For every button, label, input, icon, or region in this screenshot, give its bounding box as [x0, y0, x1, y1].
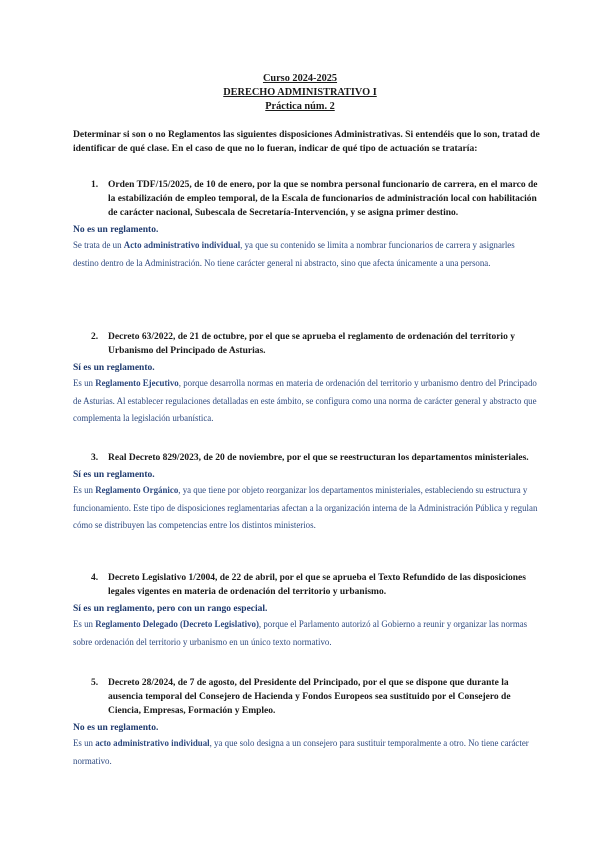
item-explanation: Es un acto administrativo individual, ya que solo designa a un consejero para sustituir temporalmente a otro. No tiene carácter normativo.	[73, 738, 529, 766]
item-verdict: No es un reglamento.	[73, 723, 159, 733]
practice-title: Práctica núm. 2	[265, 101, 335, 112]
list-item	[73, 451, 541, 535]
item-classification: Reglamento Orgánico	[95, 485, 179, 495]
list-item	[73, 571, 541, 651]
item-classification: Acto administrativo individual	[123, 240, 241, 250]
item-explanation: Es un Reglamento Delegado (Decreto Legislativo), porque el Parlamento autorizó al Gobierno a reunir y organizar las normas sobre ordenación del territorio y urbanismo en un único texto normativo.	[73, 619, 528, 647]
item-classification: Reglamento Ejecutivo	[95, 378, 179, 388]
item-verdict: No es un reglamento.	[73, 225, 159, 235]
list-item	[73, 178, 541, 272]
instructions-paragraph: Determinar si son o no Reglamentos las siguientes disposiciones Administrativas. Si entendéis que lo son, tratad de identificar de qué clase. En el caso de que no lo fueran, indicar de qué tipo de actuación se trataría:	[73, 129, 540, 154]
item-verdict: Sí es un reglamento.	[73, 470, 155, 480]
list-item	[73, 676, 541, 770]
item-question: Decreto 28/2024, de 7 de agosto, del Presidente del Principado, por el que se dispone que durante la ausencia temporal del Consejero de Hacienda y Fondos Europeos sea sustituido por el Consejero de Ciencia, Empresas, Formación y Empleo.	[108, 678, 511, 716]
item-number: 5.	[91, 678, 99, 688]
item-verdict: Sí es un reglamento, pero con un rango especial.	[73, 604, 268, 614]
item-number: 2.	[91, 332, 99, 342]
item-number: 4.	[91, 573, 99, 583]
item-number: 1.	[91, 180, 99, 190]
list-item	[73, 330, 541, 428]
item-explanation: Se trata de un Acto administrativo individual, ya que su contenido se limita a nombrar funcionarios de carrera y asignarles destino dentro de la Administración. No tiene carácter general ni abstracto, sino que afecta únicamente a una persona.	[73, 240, 515, 268]
item-explanation: Es un Reglamento Orgánico, ya que tiene por objeto reorganizar los departamentos ministeriales, estableciendo su estructura y funcionamiento. Este tipo de disposiciones reglamentarias afectan a la organización interna de la Administración Pública y regulan cómo se distribuyen las competencias entre los distintos ministerios.	[73, 485, 538, 530]
item-explanation: Es un Reglamento Ejecutivo, porque desarrolla normas en materia de ordenación del territorio y urbanismo dentro del Principado de Asturias. Al establecer regulaciones detalladas en este ámbito, se configura como una norma de carácter general y abstracto que complementa la legislación urbanística.	[73, 378, 537, 423]
document-header	[0, 72, 600, 114]
item-question: Real Decreto 829/2023, de 20 de noviembre, por el que se reestructuran los departamentos ministeriales.	[108, 453, 529, 463]
item-question: Orden TDF/15/2025, de 10 de enero, por la que se nombra personal funcionario de carrera, en el marco de la estabilización de empleo temporal, de la Escala de funcionarios de administración local con habilitación de carácter nacional, Subescala de Secretaría-Intervención, y se asigna primer destino.	[108, 180, 538, 218]
course-title: Curso 2024-2025	[262, 73, 338, 84]
item-verdict: Sí es un reglamento.	[73, 363, 155, 373]
item-question: Decreto 63/2022, de 21 de octubre, por el que se aprueba el reglamento de ordenación del territorio y Urbanismo del Principado de Asturias.	[108, 332, 515, 356]
item-classification: acto administrativo individual	[95, 738, 210, 748]
subject-title: DERECHO ADMINISTRATIVO I	[223, 87, 377, 98]
item-number: 3.	[91, 453, 99, 463]
item-question: Decreto Legislativo 1/2004, de 22 de abril, por el que se aprueba el Texto Refundido de las disposiciones legales vigentes en materia de ordenación del territorio y urbanismo.	[108, 573, 526, 597]
item-classification: Reglamento Delegado (Decreto Legislativo)	[95, 619, 259, 629]
